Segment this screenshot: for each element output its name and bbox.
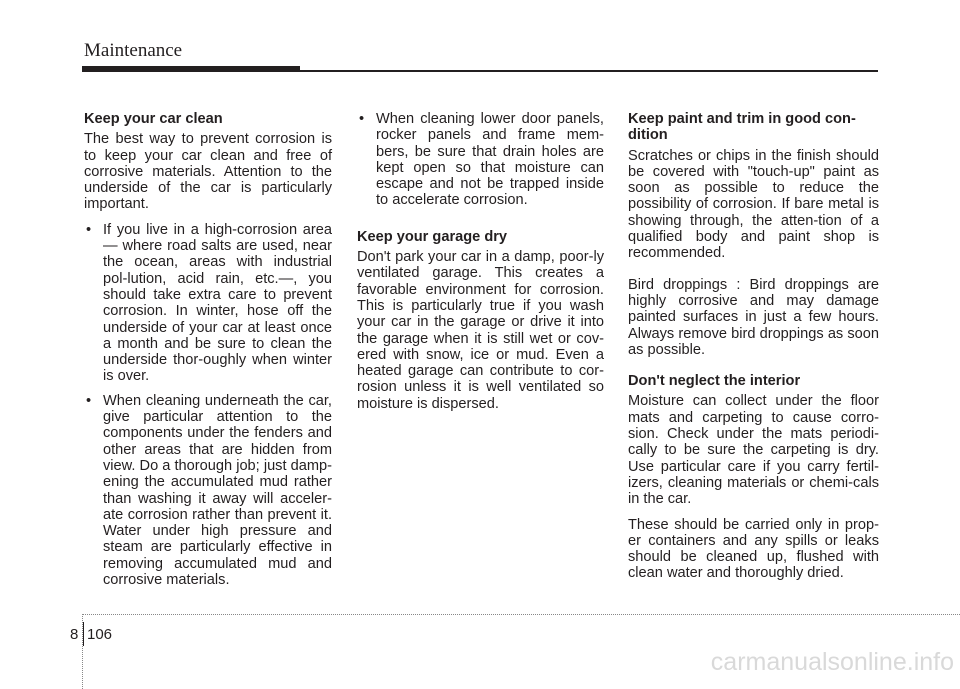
header-bar-thin xyxy=(300,70,878,72)
bullet-item: • When cleaning lower door panels, rocker panels and frame mem-bers, be sure that drain holes are kept open so that moisture can escape and not be trapped inside to accelerate corrosion. xyxy=(357,111,604,209)
paragraph: The best way to prevent corrosion is to keep your car clean and free of corrosive materials. Attention to the underside of the car is particularly important. xyxy=(84,131,332,213)
page-header-title: Maintenance xyxy=(84,40,183,61)
heading-paint-trim: Keep paint and trim in good con-dition xyxy=(628,111,856,144)
page-number: 106 xyxy=(87,626,113,643)
footer-rule xyxy=(82,614,960,615)
paragraph: Scratches or chips in the finish should be covered with "touch-up" paint as soon as possible to reduce the possibility of corrosion. If bare metal is showing through, the atten-tion of a qualified body and paint shop is recommended. xyxy=(628,147,879,262)
heading-keep-garage-dry: Keep your garage dry xyxy=(357,228,508,245)
column-1 xyxy=(84,111,332,596)
section-number: 8 xyxy=(70,626,79,643)
page-number-divider xyxy=(83,622,84,646)
paragraph: Don't park your car in a damp, poor-ly ventilated garage. This creates a favorable environment for corrosion. This is particularly true if you wash your car in the garage or drive it into the garage when it is still wet or cov-ered with snow, ice or mud. Even a heated garage can contribute to cor-rosion unless it is well ventilated so moisture is dispersed. xyxy=(357,249,604,412)
bullet-item: • When cleaning underneath the car, give particular attention to the components under the fenders and other areas that are hidden from view. Do a thorough job; just damp-ening the accumulated mud rather than washing it away will acceler-ate corrosion rather than prevent it. Water under high pressure and steam are particularly effective in removing accumulated mud and corrosive materials. xyxy=(84,393,332,589)
bullet-list xyxy=(357,111,604,209)
header-bar-thick xyxy=(82,66,300,72)
paragraph: These should be carried only in prop-er containers and any spills or leaks should be cleaned up, flushed with clean water and thoroughly dried. xyxy=(628,516,879,582)
column-2 xyxy=(357,111,604,421)
paragraph: Moisture can collect under the floor mats and carpeting to cause corro-sion. Check under the mats periodi-cally to be sure the carpeting is dry. Use particular care if you carry fertil-izers, cleaning materials or chemi-cals in the car. xyxy=(628,393,879,508)
heading-keep-car-clean: Keep your car clean xyxy=(84,111,223,127)
bullet-list xyxy=(84,222,332,589)
column-3 xyxy=(628,111,879,591)
bullet-item: • If you live in a high-corrosion area — where road salts are used, near the ocean, areas with industrial pol-lution, acid rain, etc.—, you should take extra care to prevent corrosion. In winter, hose off the underside of your car at least once a month and be sure to clean the underside thor-oughly when winter is over. xyxy=(84,222,332,385)
heading-interior: Don't neglect the interior xyxy=(628,373,801,390)
paragraph: Bird droppings : Bird droppings are highly corrosive and may damage painted surfaces in just a few hours. Always remove bird droppings as soon as possible. xyxy=(628,276,879,358)
watermark: carmanualsonline.info xyxy=(710,648,954,676)
